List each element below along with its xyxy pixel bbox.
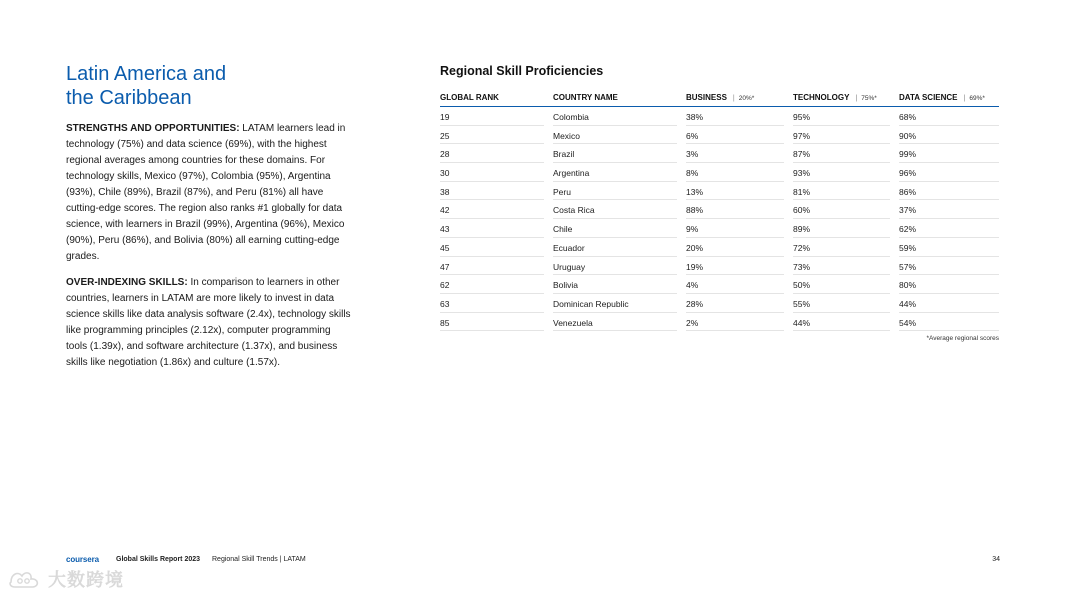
cell-technology: 73% (793, 261, 811, 272)
watermark-text: 大数跨境 (48, 570, 124, 590)
page-title-line-2: the Caribbean (66, 87, 192, 109)
over-indexing-paragraph (66, 275, 352, 371)
cell-global-rank: 28 (440, 149, 450, 160)
cell-business: 20% (686, 242, 704, 253)
cell-business: 88% (686, 205, 704, 216)
strengths-lead: STRENGTHS AND OPPORTUNITIES: (66, 123, 240, 134)
cell-global-rank: 38 (440, 186, 450, 197)
cell-business: 4% (686, 280, 699, 291)
page-number: 34 (992, 556, 1000, 563)
report-title: Global Skills Report 2023 (116, 556, 201, 563)
cell-global-rank: 47 (440, 261, 450, 272)
header-country-name: COUNTRY NAME (553, 93, 618, 102)
cell-country-name: Bolivia (553, 280, 579, 291)
cell-country-name: Brazil (553, 149, 575, 160)
row-divider (440, 330, 544, 331)
strengths-text: LATAM learners lead in technology (75%) and data science (69%), with the highest regional averages among countries for these domains. For technology skills, Mexico (97%), Colombia (95%), Argentina (93%), Chile (89%), Brazil (87%), and Peru (81%) all have cutting-edge scores. The region also ranks #1 globally for data science, with learners in Brazil (99%), Argentina (96%), Mexico (90%), Peru (86%), and Bolivia (80%) all earning cutting-edge grades. (66, 123, 346, 262)
cell-global-rank: 62 (440, 280, 450, 291)
cell-data-science: 80% (899, 280, 917, 291)
table-row (440, 238, 999, 257)
table-row (440, 219, 999, 238)
cell-country-name: Chile (553, 224, 573, 235)
cell-country-name: Argentina (553, 168, 590, 179)
cell-data-science: 99% (899, 149, 917, 160)
cell-business: 13% (686, 186, 704, 197)
cell-global-rank: 63 (440, 298, 450, 309)
header-technology (793, 93, 877, 102)
cell-data-science: 44% (899, 298, 917, 309)
header-separator: | (732, 95, 735, 102)
cell-data-science: 54% (899, 317, 917, 328)
page-footer (66, 555, 1000, 567)
header-technology-avg: 75%* (861, 95, 877, 102)
table-row (440, 107, 999, 126)
table-row (440, 313, 999, 332)
header-separator: | (963, 95, 966, 102)
page-title-line-1: Latin America and (66, 63, 227, 85)
cell-business: 9% (686, 224, 699, 235)
watermark-logo-icon (8, 568, 42, 590)
cell-country-name: Colombia (553, 112, 589, 122)
cell-technology: 93% (793, 168, 811, 179)
table-row (440, 126, 999, 145)
cell-global-rank: 43 (440, 224, 450, 235)
table-header (440, 90, 999, 107)
table-footnote: *Average regional scores (926, 335, 999, 342)
cell-global-rank: 42 (440, 205, 450, 216)
table-row (440, 257, 999, 276)
cell-technology: 55% (793, 298, 811, 309)
cell-country-name: Uruguay (553, 261, 586, 272)
cell-global-rank: 30 (440, 168, 450, 179)
cell-data-science: 37% (899, 205, 917, 216)
cell-country-name: Ecuador (553, 242, 585, 253)
page-title (66, 62, 226, 110)
cell-data-science: 57% (899, 261, 917, 272)
cell-business: 6% (686, 130, 699, 141)
table-row (440, 182, 999, 201)
table-row (440, 144, 999, 163)
section-name: Regional Skill Trends | LATAM (212, 556, 306, 563)
cell-technology: 50% (793, 280, 811, 291)
cell-technology: 72% (793, 242, 811, 253)
cell-business: 8% (686, 168, 699, 179)
cell-data-science: 62% (899, 224, 917, 235)
table-title: Regional Skill Proficiencies (440, 64, 604, 78)
cell-business: 2% (686, 317, 699, 328)
over-indexing-lead: OVER-INDEXING SKILLS: (66, 277, 188, 288)
skill-proficiency-table (440, 90, 999, 331)
table-row (440, 163, 999, 182)
cell-business: 38% (686, 112, 704, 122)
header-data-science-avg: 69%* (969, 95, 985, 102)
cell-country-name: Mexico (553, 130, 580, 141)
header-data-science (899, 93, 985, 102)
cell-data-science: 86% (899, 186, 917, 197)
cell-global-rank: 85 (440, 317, 450, 328)
row-divider (793, 330, 890, 331)
strengths-paragraph (66, 121, 352, 265)
cell-country-name: Costa Rica (553, 205, 595, 216)
row-divider (899, 330, 999, 331)
cell-global-rank: 25 (440, 130, 450, 141)
header-global-rank: GLOBAL RANK (440, 93, 499, 102)
cell-data-science: 90% (899, 130, 917, 141)
cell-global-rank: 19 (440, 112, 450, 122)
header-business (686, 93, 754, 102)
cell-technology: 89% (793, 224, 811, 235)
over-indexing-text: In comparison to learners in other countries, learners in LATAM are more likely to invest in data science skills like data analysis software (2.4x), technology skills like programming principles (2.12x), computer programming tools (1.39x), and software architecture (1.37x), and business skills like negotiation (1.86x) and culture (1.57x). (66, 277, 351, 368)
cell-technology: 81% (793, 186, 811, 197)
table-row (440, 200, 999, 219)
cell-business: 28% (686, 298, 704, 309)
cell-business: 19% (686, 261, 704, 272)
coursera-logo: coursera (66, 555, 99, 564)
cell-country-name: Venezuela (553, 317, 593, 328)
row-divider (553, 330, 677, 331)
cell-country-name: Peru (553, 186, 571, 197)
cell-country-name: Dominican Republic (553, 298, 629, 309)
header-business-label: BUSINESS (686, 93, 727, 102)
cell-technology: 97% (793, 130, 811, 141)
header-technology-label: TECHNOLOGY (793, 93, 850, 102)
header-business-avg: 20%* (738, 95, 755, 102)
cell-global-rank: 45 (440, 242, 450, 253)
cell-business: 3% (686, 149, 699, 160)
header-data-science-label: DATA SCIENCE (899, 93, 958, 102)
cell-technology: 60% (793, 205, 811, 216)
table-row (440, 275, 999, 294)
cell-technology: 95% (793, 112, 811, 122)
row-divider (686, 330, 784, 331)
cell-technology: 44% (793, 317, 811, 328)
cell-data-science: 59% (899, 242, 917, 253)
cell-data-science: 96% (899, 168, 917, 179)
table-body (440, 107, 999, 331)
table-row (440, 294, 999, 313)
cell-data-science: 68% (899, 112, 917, 122)
header-separator: | (855, 95, 858, 102)
cell-technology: 87% (793, 149, 811, 160)
